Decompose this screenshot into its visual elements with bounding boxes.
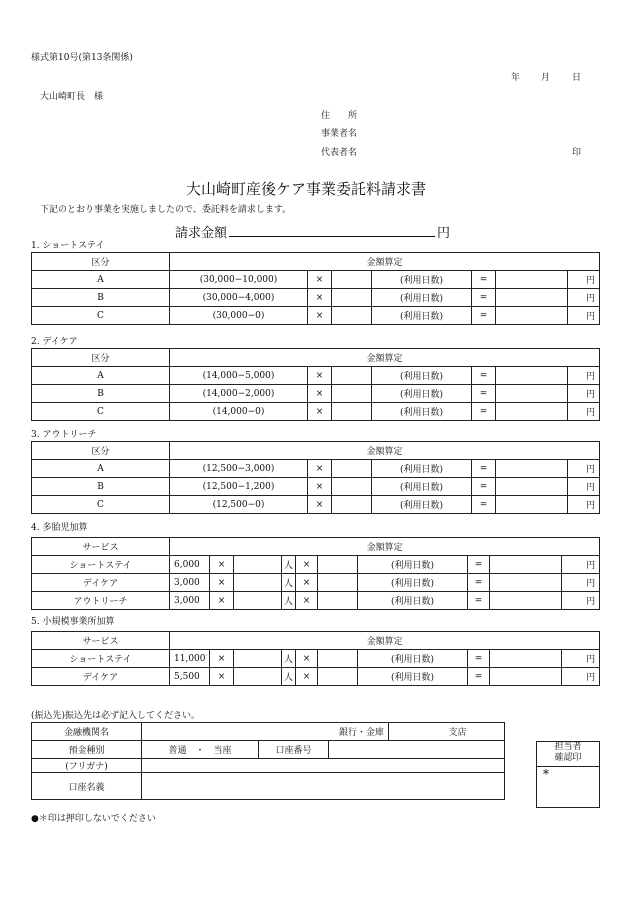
days-input[interactable]: [332, 271, 372, 289]
section-title: 5. 小規模事業所加算: [31, 617, 115, 627]
section-title: 4. 多胎児加算: [31, 523, 88, 533]
persons-input[interactable]: [234, 574, 282, 592]
days-label: (利用日数): [372, 367, 472, 385]
bank-suffix: 銀行・金庫: [142, 723, 389, 741]
times-sign: ×: [210, 556, 234, 574]
staff-stamp-box[interactable]: [536, 741, 600, 808]
request-amount-label: 請求金額: [175, 226, 228, 241]
times-sign: ×: [296, 650, 318, 668]
days-input[interactable]: [332, 496, 372, 514]
service-header: サービス: [32, 632, 170, 650]
kubun-cell: C: [32, 403, 170, 421]
yen-unit: 円: [568, 367, 600, 385]
section-table: [31, 348, 600, 421]
date-month: 月: [541, 73, 551, 83]
calc-header: 金額算定: [170, 632, 600, 650]
request-amount-line[interactable]: [229, 236, 435, 237]
days-input[interactable]: [318, 556, 358, 574]
account-holder-label: 口座名義: [32, 773, 142, 800]
days-input[interactable]: [332, 403, 372, 421]
amount-input[interactable]: [496, 385, 568, 403]
table-row: [32, 307, 600, 325]
person-unit: 人: [282, 556, 296, 574]
amount-input[interactable]: [496, 403, 568, 421]
days-label: (利用日数): [372, 460, 472, 478]
days-label: (利用日数): [372, 385, 472, 403]
days-label: (利用日数): [372, 496, 472, 514]
yen-unit: 円: [562, 650, 600, 668]
equals-sign: =: [472, 403, 496, 421]
footnote: ●＊印は押印しないでください: [31, 814, 156, 824]
times-sign: ×: [210, 650, 234, 668]
times-sign: ×: [210, 592, 234, 610]
amount-input[interactable]: [490, 556, 562, 574]
service-cell: ショートステイ: [32, 650, 170, 668]
section-title: 2. デイケア: [31, 337, 78, 347]
kubun-cell: B: [32, 385, 170, 403]
equals-sign: =: [468, 574, 490, 592]
person-unit: 人: [282, 592, 296, 610]
person-unit: 人: [282, 650, 296, 668]
formula-cell: (12,500−3,000): [170, 460, 308, 478]
equals-sign: =: [468, 592, 490, 610]
table-row: [32, 289, 600, 307]
times-sign: ×: [296, 592, 318, 610]
times-sign: ×: [308, 403, 332, 421]
days-label: (利用日数): [358, 574, 468, 592]
person-unit: 人: [282, 668, 296, 686]
kubun-header: 区分: [32, 349, 170, 367]
table-row: [32, 650, 600, 668]
times-sign: ×: [308, 478, 332, 496]
amount-input[interactable]: [490, 592, 562, 610]
table-row: [32, 556, 600, 574]
times-sign: ×: [210, 668, 234, 686]
kubun-cell: A: [32, 271, 170, 289]
section-table: [31, 441, 600, 514]
equals-sign: =: [472, 289, 496, 307]
section-table: [31, 631, 600, 686]
price-cell: 5,500: [170, 668, 210, 686]
days-input[interactable]: [318, 650, 358, 668]
address-label: 住 所: [321, 111, 358, 121]
price-cell: 11,000: [170, 650, 210, 668]
price-cell: 3,000: [170, 592, 210, 610]
stamp-label-1: 担当者: [554, 742, 582, 752]
kubun-cell: B: [32, 478, 170, 496]
calc-header: 金額算定: [170, 538, 600, 556]
kubun-cell: C: [32, 307, 170, 325]
date-year: 年: [511, 73, 521, 83]
amount-input[interactable]: [496, 289, 568, 307]
yen-unit: 円: [568, 403, 600, 421]
days-input[interactable]: [332, 478, 372, 496]
equals-sign: =: [472, 271, 496, 289]
table-row: [32, 460, 600, 478]
service-cell: デイケア: [32, 574, 170, 592]
days-label: (利用日数): [372, 478, 472, 496]
amount-input[interactable]: [496, 478, 568, 496]
bank-note: (振込先)振込先は必ず記入してください。: [31, 711, 201, 721]
amount-input[interactable]: [496, 271, 568, 289]
price-cell: 3,000: [170, 574, 210, 592]
equals-sign: =: [472, 307, 496, 325]
service-header: サービス: [32, 538, 170, 556]
page-title: 大山崎町産後ケア事業委託料請求書: [186, 180, 427, 198]
times-sign: ×: [308, 289, 332, 307]
table-row: [32, 478, 600, 496]
seal-mark: 印: [572, 148, 582, 158]
table-row: [32, 592, 600, 610]
table-row: [32, 271, 600, 289]
times-sign: ×: [296, 574, 318, 592]
service-cell: デイケア: [32, 668, 170, 686]
yen-unit: 円: [568, 496, 600, 514]
bank-table: [31, 722, 505, 800]
person-unit: 人: [282, 574, 296, 592]
stamp-label-2: 確認印: [554, 753, 582, 763]
yen-unit: 円: [562, 592, 600, 610]
times-sign: ×: [308, 496, 332, 514]
yen-unit: 円: [562, 668, 600, 686]
table-row: [32, 574, 600, 592]
section-title: 3. アウトリーチ: [31, 430, 97, 440]
service-cell: ショートステイ: [32, 556, 170, 574]
representative-label: 代表者名: [321, 148, 358, 158]
formula-cell: (14,000−0): [170, 403, 308, 421]
times-sign: ×: [308, 307, 332, 325]
times-sign: ×: [308, 271, 332, 289]
persons-input[interactable]: [234, 668, 282, 686]
yen-unit: 円: [568, 289, 600, 307]
deposit-type-value: 普通 ・ 当座: [142, 741, 259, 759]
account-number-input[interactable]: [329, 741, 505, 759]
service-cell: アウトリーチ: [32, 592, 170, 610]
account-number-label: 口座番号: [259, 741, 329, 759]
yen-unit: 円: [568, 271, 600, 289]
times-sign: ×: [308, 385, 332, 403]
days-input[interactable]: [332, 460, 372, 478]
yen-unit: 円: [568, 478, 600, 496]
amount-input[interactable]: [490, 574, 562, 592]
times-sign: ×: [308, 460, 332, 478]
account-holder-input[interactable]: [142, 773, 505, 800]
equals-sign: =: [468, 650, 490, 668]
calc-header: 金額算定: [170, 253, 600, 271]
section-title: 1. ショートステイ: [31, 241, 105, 251]
kubun-cell: A: [32, 460, 170, 478]
equals-sign: =: [468, 668, 490, 686]
intro-text: 下記のとおり事業を実施しましたので、委託料を請求します。: [40, 205, 292, 215]
table-row: [32, 385, 600, 403]
times-sign: ×: [210, 574, 234, 592]
kubun-cell: A: [32, 367, 170, 385]
formula-cell: (14,000−2,000): [170, 385, 308, 403]
form-number: 様式第10号(第13条関係): [31, 53, 133, 63]
amount-input[interactable]: [490, 650, 562, 668]
days-label: (利用日数): [358, 556, 468, 574]
branch-label: 支店: [445, 723, 505, 741]
persons-input[interactable]: [234, 592, 282, 610]
amount-input[interactable]: [496, 307, 568, 325]
table-row: [32, 668, 600, 686]
section-table: [31, 252, 600, 325]
kubun-cell: B: [32, 289, 170, 307]
formula-cell: (12,500−1,200): [170, 478, 308, 496]
days-input[interactable]: [318, 668, 358, 686]
amount-input[interactable]: [496, 460, 568, 478]
persons-input[interactable]: [234, 556, 282, 574]
formula-cell: (30,000−4,000): [170, 289, 308, 307]
kubun-header: 区分: [32, 442, 170, 460]
calc-header: 金額算定: [170, 442, 600, 460]
institution-label: 金融機関名: [32, 723, 142, 741]
days-label: (利用日数): [358, 592, 468, 610]
formula-cell: (30,000−10,000): [170, 271, 308, 289]
formula-cell: (30,000−0): [170, 307, 308, 325]
addressee: 大山崎町長 様: [40, 92, 104, 102]
yen-unit: 円: [562, 556, 600, 574]
date-day: 日: [572, 73, 582, 83]
furigana-input[interactable]: [142, 759, 505, 773]
equals-sign: =: [468, 556, 490, 574]
times-sign: ×: [296, 668, 318, 686]
table-row: [32, 496, 600, 514]
days-label: (利用日数): [372, 271, 472, 289]
days-label: (利用日数): [358, 650, 468, 668]
yen-unit: 円: [568, 385, 600, 403]
equals-sign: =: [472, 385, 496, 403]
request-amount-unit: 円: [437, 226, 451, 241]
kubun-header: 区分: [32, 253, 170, 271]
times-sign: ×: [308, 367, 332, 385]
formula-cell: (14,000−5,000): [170, 367, 308, 385]
yen-unit: 円: [568, 460, 600, 478]
days-input[interactable]: [332, 289, 372, 307]
equals-sign: =: [472, 478, 496, 496]
stamp-asterisk: *: [543, 767, 549, 781]
equals-sign: =: [472, 367, 496, 385]
section-table: [31, 537, 600, 610]
furigana-label: (フリガナ): [32, 759, 142, 773]
days-label: (利用日数): [358, 668, 468, 686]
days-label: (利用日数): [372, 307, 472, 325]
amount-input[interactable]: [496, 367, 568, 385]
yen-unit: 円: [562, 574, 600, 592]
price-cell: 6,000: [170, 556, 210, 574]
kubun-cell: C: [32, 496, 170, 514]
deposit-type-label: 預金種別: [32, 741, 142, 759]
days-input[interactable]: [332, 385, 372, 403]
amount-input[interactable]: [490, 668, 562, 686]
yen-unit: 円: [568, 307, 600, 325]
business-name-label: 事業者名: [321, 129, 358, 139]
days-input[interactable]: [318, 574, 358, 592]
times-sign: ×: [296, 556, 318, 574]
table-row: [32, 367, 600, 385]
amount-input[interactable]: [496, 496, 568, 514]
equals-sign: =: [472, 496, 496, 514]
persons-input[interactable]: [234, 650, 282, 668]
days-label: (利用日数): [372, 403, 472, 421]
days-label: (利用日数): [372, 289, 472, 307]
days-input[interactable]: [318, 592, 358, 610]
days-input[interactable]: [332, 307, 372, 325]
formula-cell: (12,500−0): [170, 496, 308, 514]
equals-sign: =: [472, 460, 496, 478]
calc-header: 金額算定: [170, 349, 600, 367]
table-row: [32, 403, 600, 421]
days-input[interactable]: [332, 367, 372, 385]
